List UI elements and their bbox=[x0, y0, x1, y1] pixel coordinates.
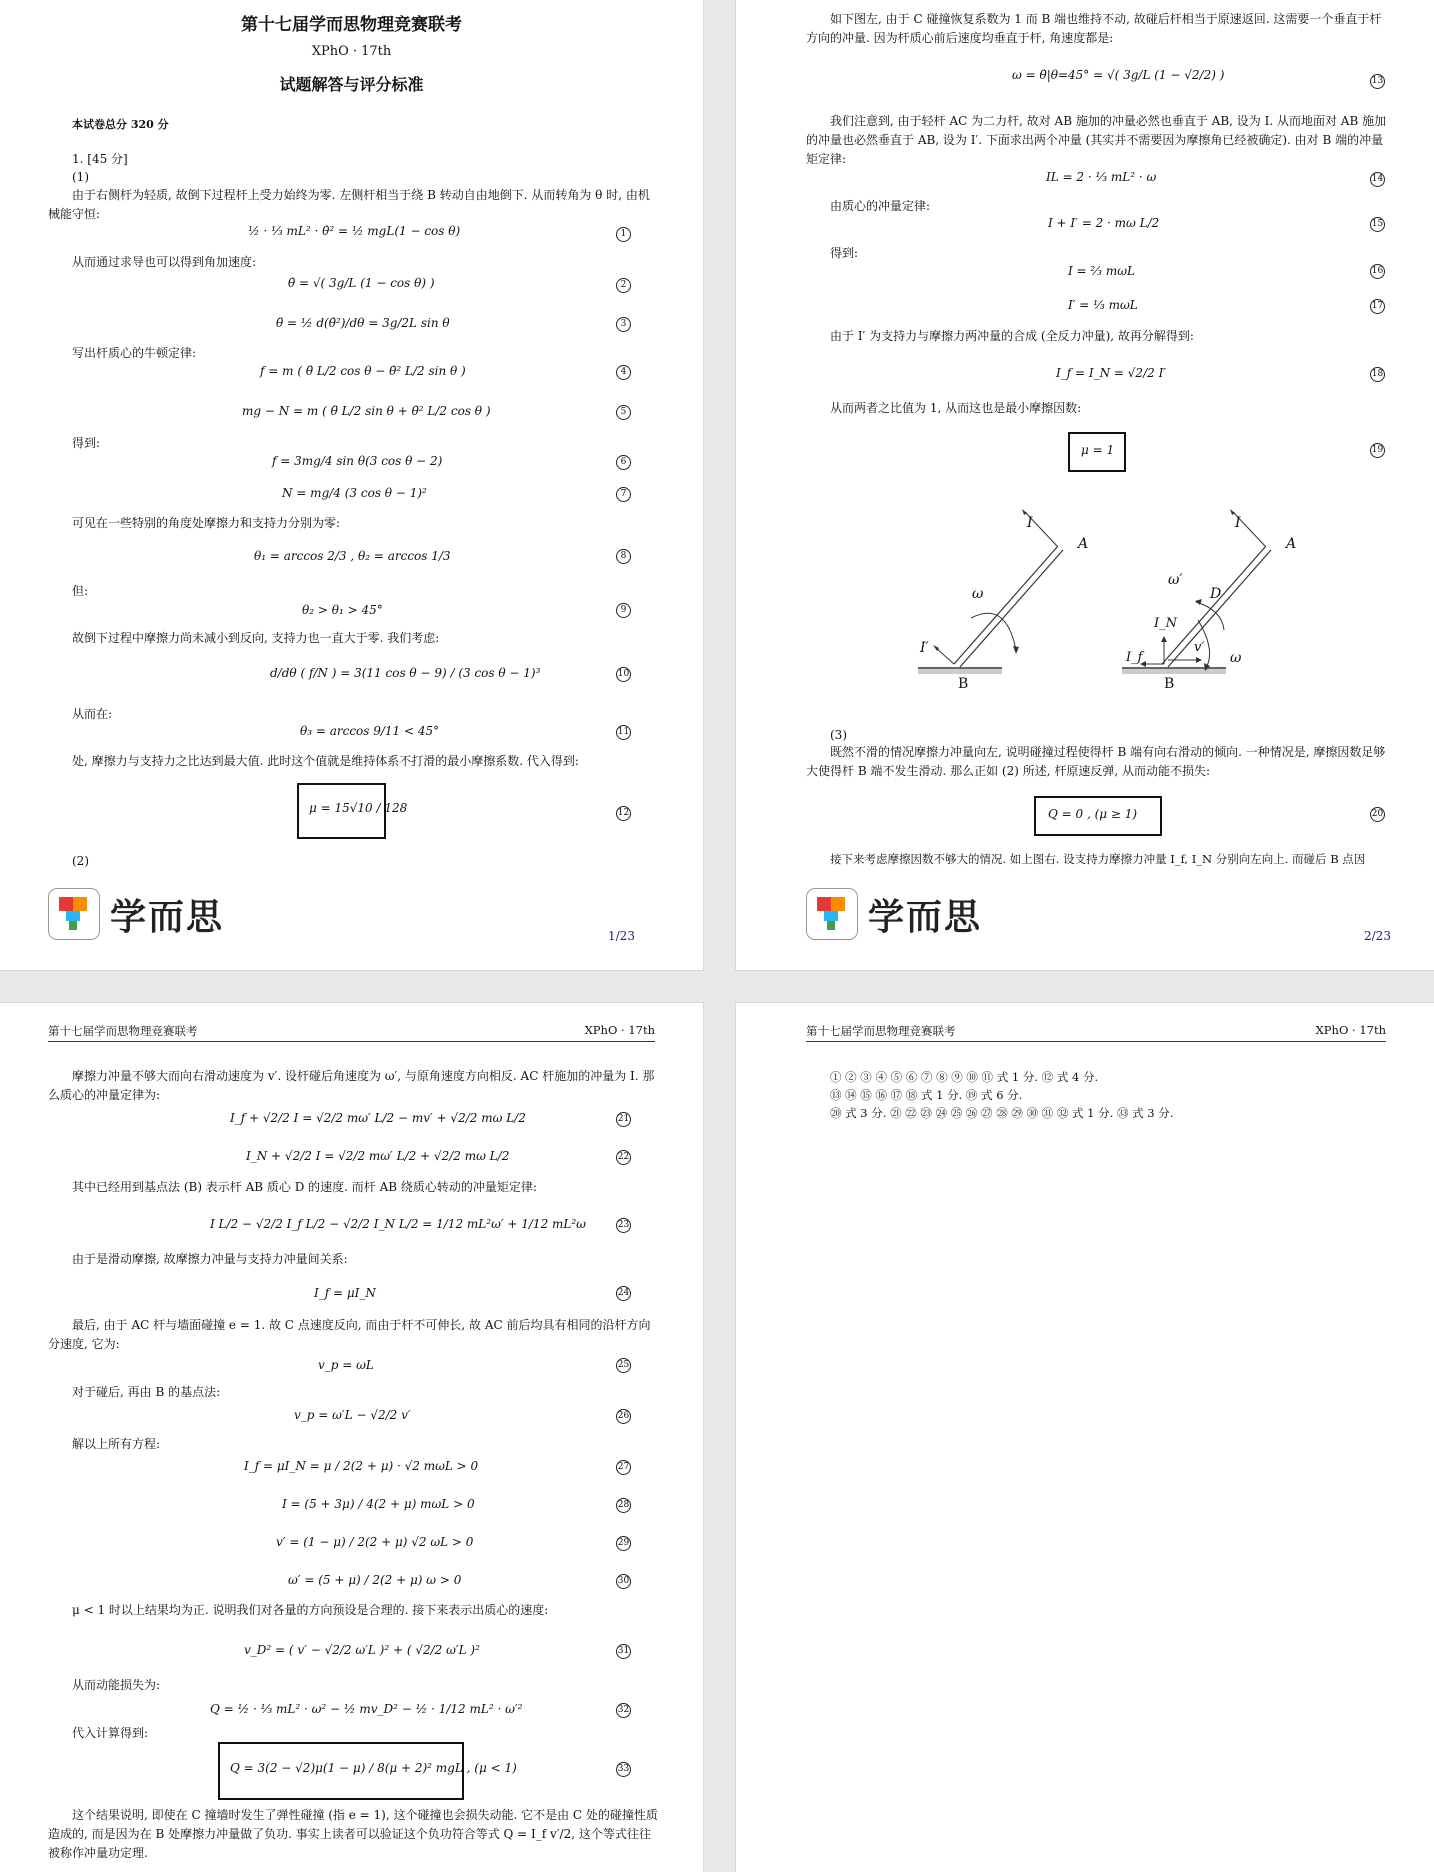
question-label: 1. [45 分] bbox=[72, 152, 128, 166]
equation: v_p = ω′L − √2/2 v′ bbox=[294, 1408, 411, 1422]
equation: I L/2 − √2/2 I_f L/2 − √2/2 I_N L/2 = 1/12 mL²ω′ + 1/12 mL²ω bbox=[210, 1217, 586, 1231]
page-1 bbox=[0, 0, 703, 970]
equation: θ̇ = √( 3g/L (1 − cos θ) ) bbox=[288, 276, 435, 290]
paragraph: 最后, 由于 AC 杆与墙面碰撞 e = 1. 故 C 点速度反向, 而由于杆不可伸长, 故 AC 前后均具有相同的沿杆方向分速度, 它为: bbox=[48, 1318, 651, 1351]
paragraph: 我们注意到, 由于轻杆 AC 为二力杆, 故对 AB 施加的冲量必然也垂直于 AB, 设为 I. 从而地面对 AB 施加的冲量也必然垂直于 AB, 设为 I′. 下面求出两个冲量 (其实并不需要因为摩擦角已经被确定). 由对 B 端的冲量矩定律: bbox=[806, 114, 1387, 166]
paragraph: 其中已经用到基点法 (B) 表示杆 AB 质心 D 的速度. 而杆 AB 绕质心转动的冲量矩定律: bbox=[72, 1180, 537, 1194]
equation-number: 24 bbox=[616, 1286, 631, 1301]
equation-number: 5 bbox=[616, 405, 631, 420]
equation: I_N + √2/2 I = √2/2 mω′ L/2 + √2/2 mω L/2 bbox=[246, 1149, 510, 1163]
equation-number: 26 bbox=[616, 1409, 631, 1424]
equation-number: 14 bbox=[1370, 172, 1385, 187]
answer-box bbox=[1034, 796, 1162, 836]
equation-numbers: ① ② ③ ④ ⑤ ⑥ ⑦ ⑧ ⑨ ⑩ ⑪ bbox=[830, 1070, 994, 1084]
equation: N = mg/4 (3 cos θ − 1)² bbox=[282, 486, 427, 500]
equation: f = m ( θ̈ L/2 cos θ − θ̇² L/2 sin θ ) bbox=[260, 364, 466, 378]
part-label: (1) bbox=[72, 170, 89, 184]
label-I-prime: I′ bbox=[920, 640, 929, 656]
paragraph: 从而在: bbox=[72, 707, 113, 721]
equation: d/dθ ( f/N ) = 3(11 cos θ − 9) / (3 cos θ − 1)³ bbox=[270, 666, 541, 680]
paragraph: 可见在一些特别的角度处摩擦力和支持力分别为零: bbox=[72, 516, 341, 530]
equation-number: 10 bbox=[616, 667, 631, 682]
equation-numbers: ⑲ bbox=[965, 1088, 978, 1102]
equation: I′ = ⅓ mωL bbox=[1068, 298, 1138, 312]
equation-number: 8 bbox=[616, 549, 631, 564]
equation: mg − N = m ( θ̈ L/2 sin θ + θ̇² L/2 cos θ ) bbox=[242, 404, 491, 418]
label-I: I bbox=[1235, 515, 1241, 531]
paragraph: 代入计算得到: bbox=[72, 1726, 149, 1740]
paragraph: 故倒下过程中摩擦力尚未减小到反向, 支持力也一直大于零. 我们考虑: bbox=[72, 631, 440, 645]
doc-heading: 试题解答与评分标准 bbox=[279, 75, 424, 94]
equation: θ₃ = arccos 9/11 < 45° bbox=[300, 724, 440, 738]
equation: I_f = I_N = √2/2 I′ bbox=[1056, 366, 1167, 380]
equation-number: 22 bbox=[616, 1150, 631, 1165]
doc-subtitle: XPhO · 17th bbox=[311, 44, 392, 59]
equation-number: 28 bbox=[616, 1498, 631, 1513]
paragraph: 这个结果说明, 即使在 C 撞墙时发生了弹性碰撞 (指 e = 1), 这个碰撞也会损失动能. 它不是由 C 处的碰撞性质造成的, 而是因为在 B 处摩擦力冲量做了负功. 事实上读者可以验证这个负功符合等式 Q = I_f v′/2, 这个等式往往被称作冲量功定理. bbox=[48, 1808, 658, 1860]
page-3 bbox=[0, 1003, 703, 1872]
page-number: 1/23 bbox=[608, 929, 635, 943]
answer-box bbox=[1068, 432, 1126, 472]
label-I-N: I_N bbox=[1154, 616, 1178, 631]
label-v-prime: v′ bbox=[1194, 640, 1205, 655]
paragraph: 但: bbox=[72, 584, 89, 598]
collision-diagram bbox=[886, 500, 1286, 705]
equation: ω = θ̇|θ=45° = √( 3g/L (1 − √2/2) ) bbox=[1012, 68, 1225, 82]
equation: I_f = μI_N = μ / 2(2 + μ) · √2 mωL > 0 bbox=[244, 1459, 479, 1473]
paragraph: 得到: bbox=[830, 246, 859, 260]
label-A: A bbox=[1078, 536, 1089, 552]
logo-icon bbox=[48, 888, 100, 940]
equation: μ = 1 bbox=[1081, 443, 1115, 457]
equation: v_D² = ( v′ − √2/2 ω′L )² + ( √2/2 ω′L )² bbox=[244, 1643, 480, 1657]
equation: v_p = ωL bbox=[318, 1358, 374, 1372]
equation: Q = 3(2 − √2)μ(1 − μ) / 8(μ + 2)² mgL , (μ < 1) bbox=[230, 1761, 517, 1775]
brand-logo bbox=[48, 888, 224, 940]
equation-number: 1 bbox=[616, 227, 631, 242]
scoring-line-1: ① ② ③ ④ ⑤ ⑥ ⑦ ⑧ ⑨ ⑩ ⑪ 式 1 分. ⑫ 式 4 分. bbox=[830, 1070, 1099, 1084]
paragraph: 写出杆质心的牛顿定律: bbox=[72, 346, 197, 360]
equation-number: 2 bbox=[616, 278, 631, 293]
scoring-line-2: ⑬ ⑭ ⑮ ⑯ ⑰ ⑱ 式 1 分. ⑲ 式 6 分. bbox=[830, 1088, 1023, 1102]
equation-number: 30 bbox=[616, 1574, 631, 1589]
equation: IL = 2 · ⅓ mL² · ω bbox=[1046, 170, 1157, 184]
label-I-f: I_f bbox=[1126, 650, 1143, 665]
paragraph: 由于右侧杆为轻质, 故倒下过程杆上受力始终为零. 左侧杆相当于绕 B 转动自由地倒下. 从而转角为 θ 时, 由机械能守恒: bbox=[48, 188, 650, 221]
equation-number: 13 bbox=[1370, 74, 1385, 89]
running-header-right: XPhO · 17th bbox=[584, 1023, 655, 1037]
equation-number: 4 bbox=[616, 365, 631, 380]
equation-number: 19 bbox=[1370, 443, 1385, 458]
paragraph: 由质心的冲量定律: bbox=[830, 199, 931, 213]
paragraph: 从而动能损失为: bbox=[72, 1678, 161, 1692]
paragraph: 对于碰后, 再由 B 的基点法: bbox=[72, 1385, 221, 1399]
equation: f = 3mg/4 sin θ(3 cos θ − 2) bbox=[272, 454, 443, 468]
paragraph: 由于 I′ 为支持力与摩擦力两冲量的合成 (全反力冲量), 故再分解得到: bbox=[830, 329, 1194, 343]
header-rule bbox=[48, 1041, 655, 1042]
running-header-left: 第十七届学而思物理竞赛联考 bbox=[806, 1024, 956, 1038]
equation-number: 6 bbox=[616, 455, 631, 470]
paragraph: 解以上所有方程: bbox=[72, 1437, 161, 1451]
paragraph: 由于是滑动摩擦, 故摩擦力冲量与支持力冲量间关系: bbox=[72, 1252, 348, 1266]
equation-numbers: ㉝ bbox=[1116, 1106, 1129, 1120]
equation: θ₂ > θ₁ > 45° bbox=[302, 603, 383, 617]
logo-text: 学而思 bbox=[110, 896, 225, 938]
logo-text: 学而思 bbox=[868, 896, 983, 938]
paragraph: 得到: bbox=[72, 436, 101, 450]
equation-number: 3 bbox=[616, 317, 631, 332]
equation: ½ · ⅓ mL² · θ̇² = ½ mgL(1 − cos θ) bbox=[248, 224, 461, 238]
equation-numbers: ⑬ ⑭ ⑮ ⑯ ⑰ ⑱ bbox=[830, 1088, 918, 1102]
equation-number: 33 bbox=[616, 1762, 631, 1777]
equation: ω′ = (5 + μ) / 2(2 + μ) ω > 0 bbox=[288, 1573, 462, 1587]
header-rule bbox=[806, 1041, 1386, 1042]
equation-numbers: ⑳ bbox=[830, 1106, 842, 1120]
equation-numbers: ⑫ bbox=[1041, 1070, 1054, 1084]
equation: θ̈ = ½ d(θ̇²)/dθ = 3g/2L sin θ bbox=[276, 316, 450, 330]
equation: θ₁ = arccos 2/3 , θ₂ = arccos 1/3 bbox=[254, 549, 451, 563]
equation-number: 27 bbox=[616, 1460, 631, 1475]
equation: Q = 0 , (μ ≥ 1) bbox=[1048, 807, 1138, 821]
label-A: A bbox=[1286, 536, 1297, 552]
equation: μ = 15√10 / 128 bbox=[309, 801, 408, 815]
paragraph: 既然不滑的情况摩擦力冲量向左, 说明碰撞过程使得杆 B 端有向右滑动的倾向. 一种情况是, 摩擦因数足够大使得杆 B 端不发生滑动. 那么正如 (2) 所述, 杆原速反弹, 从而动能不损失: bbox=[806, 745, 1386, 778]
equation: I = (5 + 3μ) / 4(2 + μ) mωL > 0 bbox=[282, 1497, 475, 1511]
label-omega: ω bbox=[1230, 650, 1242, 666]
equation: I_f + √2/2 I = √2/2 mω′ L/2 − mv′ + √2/2 mω L/2 bbox=[230, 1111, 526, 1125]
equation-number: 23 bbox=[616, 1218, 631, 1233]
equation-number: 18 bbox=[1370, 367, 1385, 382]
equation-number: 17 bbox=[1370, 299, 1385, 314]
paragraph: μ < 1 时以上结果均为正. 说明我们对各量的方向预设是合理的. 接下来表示出质心的速度: bbox=[72, 1603, 549, 1617]
equation-number: 9 bbox=[616, 603, 631, 618]
paragraph: 处, 摩擦力与支持力之比达到最大值. 此时这个值就是维持体系不打滑的最小摩擦系数. 代入得到: bbox=[72, 754, 579, 768]
equation-number: 31 bbox=[616, 1644, 631, 1659]
paragraph: 从而两者之比值为 1, 从而这也是最小摩擦因数: bbox=[830, 401, 1082, 415]
paragraph: 接下来考虑摩擦因数不够大的情况. 如上图右. 设支持力摩擦力冲量 I_f, I_N 分别向左向上. 而碰后 B 点因 bbox=[830, 852, 1366, 866]
equation-number: 16 bbox=[1370, 264, 1385, 279]
label-I: I bbox=[1027, 515, 1033, 531]
label-D: D bbox=[1210, 586, 1222, 602]
equation-number: 11 bbox=[616, 725, 631, 740]
logo-icon bbox=[806, 888, 858, 940]
equation-number: 21 bbox=[616, 1112, 631, 1127]
equation-number: 7 bbox=[616, 487, 631, 502]
equation-number: 12 bbox=[616, 806, 631, 821]
equation-number: 25 bbox=[616, 1358, 631, 1373]
answer-box bbox=[218, 1742, 517, 1800]
equation-number: 15 bbox=[1370, 217, 1385, 232]
equation-number: 32 bbox=[616, 1703, 631, 1718]
answer-box bbox=[297, 783, 408, 839]
label-B: B bbox=[1164, 676, 1175, 692]
page-2 bbox=[736, 0, 1434, 970]
equation: I = ⅔ mωL bbox=[1068, 264, 1136, 278]
paragraph: 从而通过求导也可以得到角加速度: bbox=[72, 255, 257, 269]
page-4 bbox=[736, 1003, 1434, 1872]
paragraph: 摩擦力冲量不够大而向右滑动速度为 v′. 设杆碰后角速度为 ω′, 与原角速度方向相反. AC 杆施加的冲量为 I. 那么质心的冲量定律为: bbox=[48, 1069, 655, 1102]
page-number: 2/23 bbox=[1364, 929, 1391, 943]
equation: I_f = μI_N bbox=[314, 1286, 376, 1300]
paragraph: 如下图左, 由于 C 碰撞恢复系数为 1 而 B 端也维持不动, 故碰后杆相当于原速返回. 这需要一个垂直于杆方向的冲量. 因为杆质心前后速度均垂直于杆, 角速度都是: bbox=[806, 12, 1382, 45]
scoring-line-3: ⑳ 式 3 分. ㉑ ㉒ ㉓ ㉔ ㉕ ㉖ ㉗ ㉘ ㉙ ㉚ ㉛ ㉜ 式 1 分. ㉝ 式 3 分. bbox=[830, 1106, 1174, 1120]
equation: v′ = (1 − μ) / 2(2 + μ) √2 ωL > 0 bbox=[276, 1535, 474, 1549]
running-header-left: 第十七届学而思物理竞赛联考 bbox=[48, 1024, 198, 1038]
equation-numbers: ㉑ ㉒ ㉓ ㉔ ㉕ ㉖ ㉗ ㉘ ㉙ ㉚ ㉛ ㉜ bbox=[890, 1106, 1069, 1120]
equation: Q = ½ · ⅓ mL² · ω² − ½ mv_D² − ½ · 1/12 mL² · ω′² bbox=[210, 1702, 523, 1716]
equation-number: 29 bbox=[616, 1536, 631, 1551]
label-B: B bbox=[958, 676, 969, 692]
total-score: 本试卷总分 320 分 bbox=[72, 118, 169, 131]
equation: I + I′ = 2 · mω L/2 bbox=[1048, 216, 1160, 230]
part-label: (3) bbox=[830, 728, 847, 742]
label-omega: ω bbox=[972, 586, 984, 602]
part-label: (2) bbox=[72, 854, 89, 868]
label-omega-prime: ω′ bbox=[1168, 572, 1183, 588]
brand-logo bbox=[806, 888, 982, 940]
equation-number: 20 bbox=[1370, 807, 1385, 822]
doc-title: 第十七届学而思物理竞赛联考 bbox=[241, 15, 462, 35]
running-header-right: XPhO · 17th bbox=[1315, 1023, 1386, 1037]
